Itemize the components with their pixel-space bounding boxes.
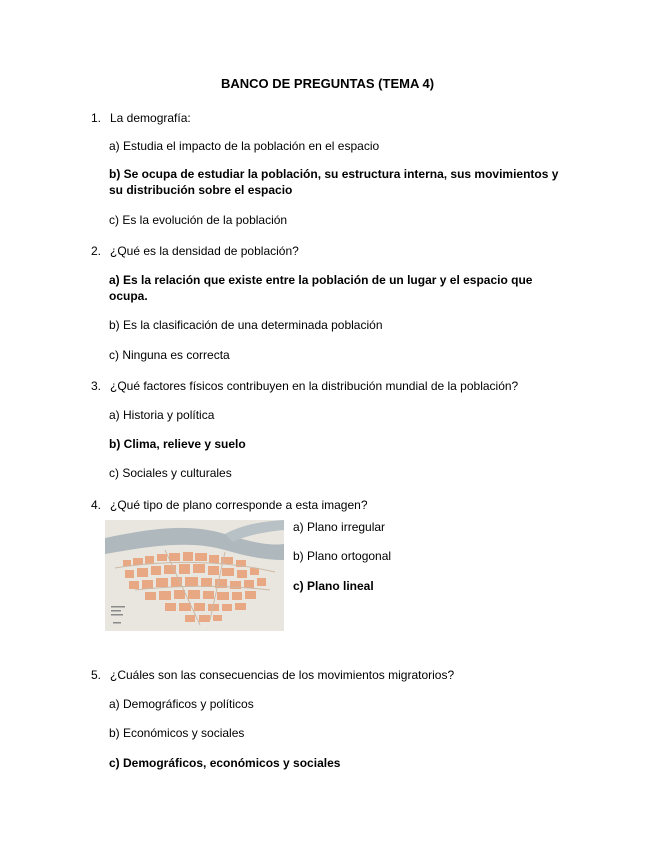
question-text: ¿Qué es la densidad de población? (110, 244, 299, 258)
question-3 (91, 378, 561, 394)
answer-option-correct: c) Demográficos, económicos y sociales (109, 756, 341, 770)
answer-option: b) Económicos y sociales (109, 726, 245, 740)
answer-option: a) Historia y política (109, 408, 215, 422)
question-number: 2. (91, 244, 102, 258)
answer-option: a) Estudia el impacto de la población en el espacio (109, 139, 380, 153)
question-number: 4. (91, 498, 102, 512)
answer-option: c) Sociales y culturales (109, 466, 232, 480)
question-text: La demografía: (110, 111, 191, 125)
answer-option: c) Ninguna es correcta (109, 348, 230, 362)
question-text: ¿Cuáles son las consecuencias de los movimientos migratorios? (110, 668, 455, 682)
answer-option-correct: c) Plano lineal (293, 579, 374, 593)
answer-option-correct: b) Se ocupa de estudiar la población, su estructura interna, sus movimientos y su distribución sobre el espacio (109, 167, 559, 197)
question-number: 1. (91, 111, 102, 125)
answer-option: a) Plano irregular (293, 520, 386, 534)
answer-option: c) Es la evolución de la población (109, 213, 288, 227)
answer-option: a) Demográficos y políticos (109, 697, 254, 711)
question-text: ¿Qué tipo de plano corresponde a esta imagen? (110, 498, 368, 512)
answer-option-correct: b) Clima, relieve y suelo (109, 437, 246, 451)
question-5 (91, 667, 561, 683)
question-2 (91, 243, 561, 259)
city-map-image (105, 520, 284, 631)
question-4 (91, 497, 561, 513)
answer-option: b) Es la clasificación de una determinada población (109, 318, 383, 332)
answer-option: b) Plano ortogonal (293, 549, 392, 563)
question-number: 5. (91, 668, 102, 682)
answer-option-correct: a) Es la relación que existe entre la población de un lugar y el espacio que ocupa. (109, 273, 533, 303)
page-title: BANCO DE PREGUNTAS (TEMA 4) (220, 76, 435, 91)
question-number: 3. (91, 379, 102, 393)
question-1 (91, 110, 561, 126)
question-text: ¿Qué factores físicos contribuyen en la distribución mundial de la población? (110, 379, 519, 393)
